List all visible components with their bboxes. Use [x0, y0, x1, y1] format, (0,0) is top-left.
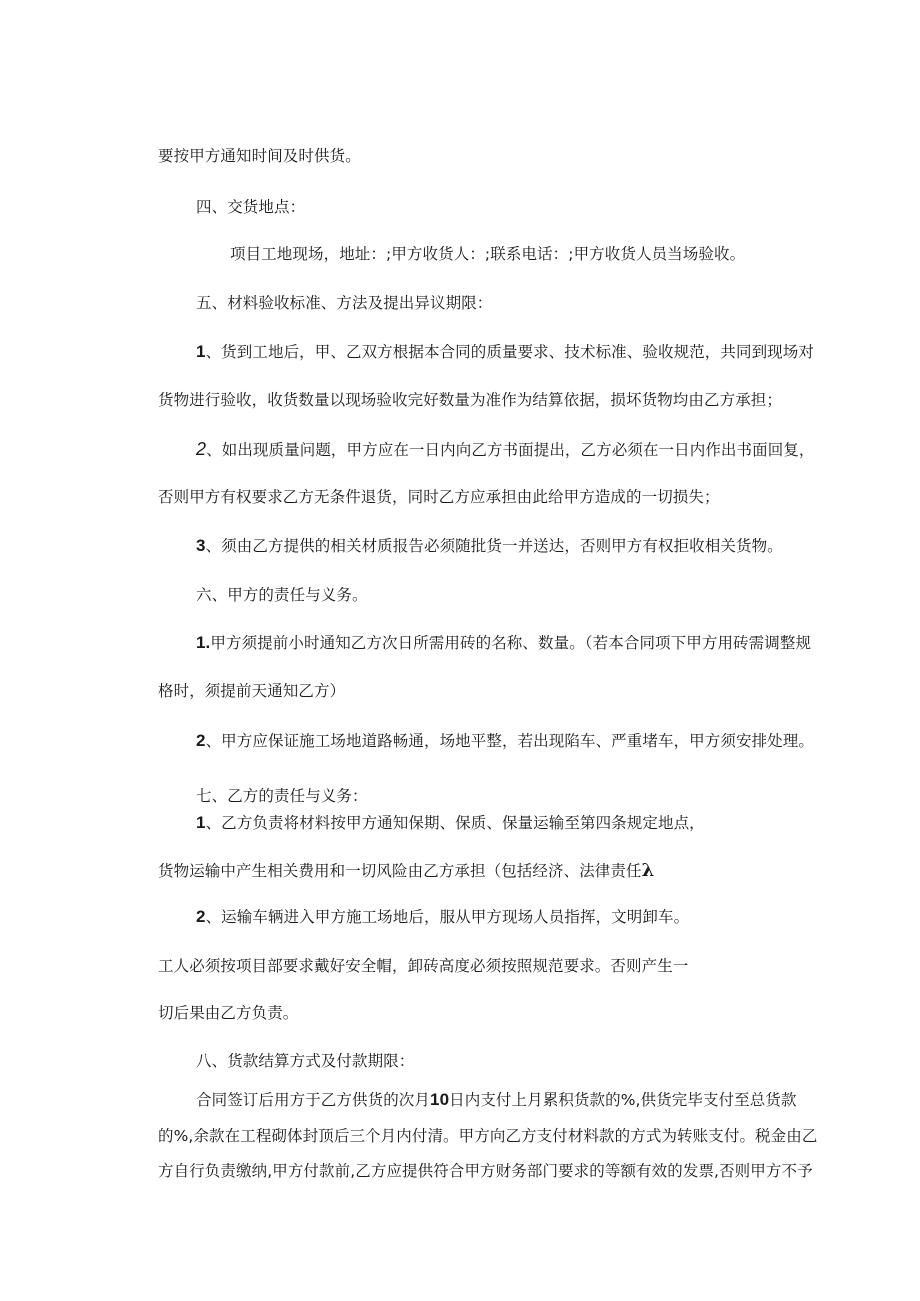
paragraph-line: 工人必须按项目部要求戴好安全帽，卸砖高度必须按照规范要求。否则产生一 — [158, 957, 689, 975]
paragraph-line: 切后果由乙方负责。 — [158, 1004, 299, 1022]
clause-text: 甲方须提前小时通知乙方次日所需用砖的名称、数量。（若本合同项下甲方用砖需调整规 — [210, 634, 812, 652]
paragraph-line — [158, 860, 654, 882]
clause-text: 、乙方负责将材料按甲方通知保期、保质、保量运输至第四条规定地点， — [205, 814, 705, 832]
clause-item — [196, 906, 689, 928]
clause-number: 1. — [196, 633, 211, 652]
clause-number: 2 — [196, 439, 207, 459]
paragraph-line: 否则甲方有权要求乙方无条件退货，同时乙方应承担由此给甲方造成的一切损失； — [158, 488, 720, 506]
paragraph-line: 要按甲方通知时间及时供货。 — [158, 147, 361, 165]
clause-number: 2 — [196, 731, 206, 750]
line-text: 日内支付上月累积货款的%,供货完毕支付至总货款 — [449, 1091, 797, 1109]
clause-number: 2 — [196, 907, 206, 926]
clause-text: 、如出现质量问题，甲方应在一日内向乙方书面提出，乙方必须在一日内作出书面回复， — [206, 441, 815, 459]
line-text: 货物运输中产生相关费用和一切风险由乙方承担（包括经济、法律责任 — [158, 862, 642, 880]
clause-number: 1 — [196, 813, 206, 832]
clause-item — [196, 438, 815, 461]
clause-item — [196, 535, 783, 557]
clause-text: 、货到工地后，甲、乙双方根据本合同的质量要求、技术标准、验收规范，共同到现场对 — [205, 343, 814, 361]
section-heading-acceptance: 五、材料验收标准、方法及提出异议期限： — [196, 294, 493, 312]
section-heading-party-a: 六、甲方的责任与义务。 — [196, 586, 368, 604]
section-heading-payment: 八、货款结算方式及付款期限： — [196, 1052, 415, 1070]
clause-number: 3 — [196, 536, 206, 555]
paragraph-line: 的%,余款在工程砌体封顶后三个月内付清。甲方向乙方支付材料款的方式为转账支付。税金由乙 — [158, 1127, 818, 1145]
section-heading-party-b: 七、乙方的责任与义务： — [196, 787, 368, 805]
paragraph-line: 货物进行验收，收货数量以现场验收完好数量为准作为结算依据，损坏货物均由乙方承担； — [158, 391, 783, 409]
lambda-glyph: λ — [641, 860, 655, 881]
day-number: 10 — [430, 1090, 450, 1109]
clause-number: 1 — [196, 342, 206, 361]
paragraph-line: 格时，须提前天通知乙方） — [158, 682, 346, 700]
clause-item — [196, 730, 814, 752]
clause-item — [196, 632, 811, 654]
paragraph-line: 方自行负责缴纳,甲方付款前,乙方应提供符合甲方财务部门要求的等额有效的发票,否则甲方不予 — [158, 1162, 813, 1180]
clause-text: 、须由乙方提供的相关材质报告必须随批货一并送达，否则甲方有权拒收相关货物。 — [205, 537, 783, 555]
clause-text: 、运输车辆进入甲方施工场地后，服从甲方现场人员指挥，文明卸车。 — [205, 908, 690, 926]
line-text: 合同签订后用方于乙方供货的次月 — [196, 1091, 431, 1109]
clause-item — [196, 341, 814, 363]
section-heading-delivery-location: 四、交货地点： — [196, 198, 306, 216]
paragraph-line — [196, 1089, 797, 1111]
clause-text: 、甲方应保证施工场地道路畅通，场地平整，若出现陷车、严重堵车，甲方须安排处理。 — [205, 732, 814, 750]
clause-item — [196, 812, 705, 834]
paragraph-line: 项目工地现场，地址：;甲方收货人：;联系电话：;甲方收货人员当场验收。 — [230, 245, 746, 263]
